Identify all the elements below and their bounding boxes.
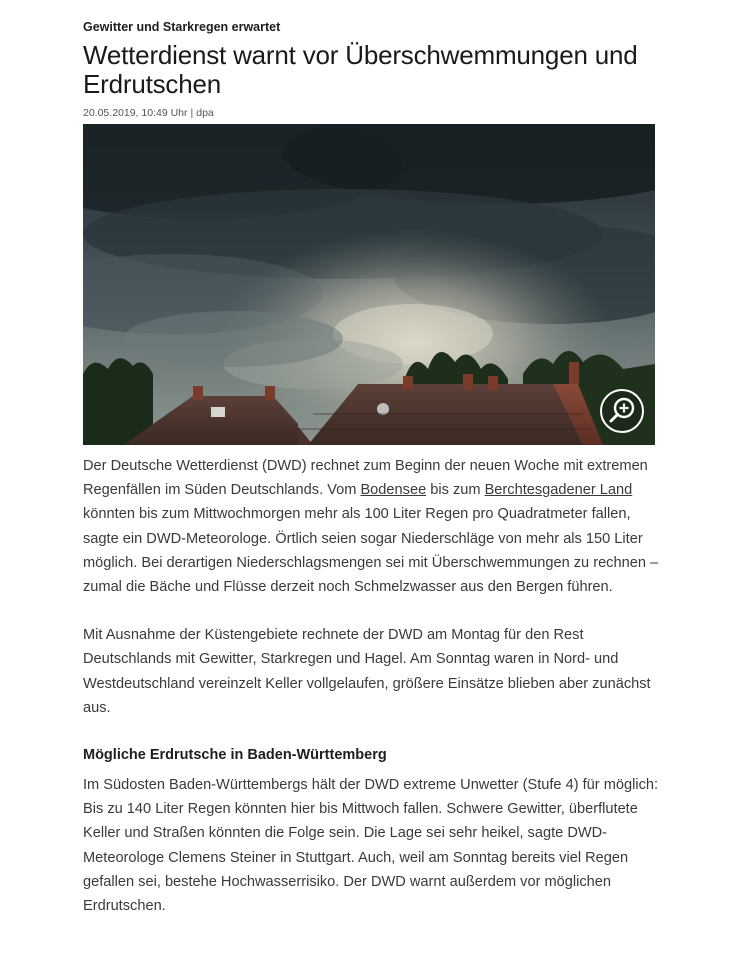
zoom-in-icon [602,391,642,431]
paragraph-2: Mit Ausnahme der Küstengebiete rechnete der DWD am Montag für den Rest Deutschlands mit Gewitter, Starkregen und Hagel. Am Sonntag waren in Nord- und Westdeutschland vereinzelt Keller vollgelaufen, größere Einsätze blieben aber zunächst aus. [83,627,651,716]
article-kicker: Gewitter und Starkregen erwartet [83,20,281,34]
paragraph-1 [83,454,663,599]
paragraph-3: Im Südosten Baden-Württembergs hält der DWD extreme Unwetter (Stufe 4) für möglich: Bis zu 140 Liter Regen könnten hier bis Mittwoch fallen. Schwere Gewitter, überflutete Keller und Straßen könnten die Folge sein. Die Lage sei sehr heikel, sagte DWD-Meteorologe Clemens Steiner in Stuttgart. Auch, weil am Sonntag bereits viel Regen gefallen sei, bestehe Hochwasserrisiko. Der DWD warnt außerdem vor möglichen Erdrutschen. [83,777,659,915]
article-source: dpa [196,107,214,119]
article-body [83,454,663,918]
article-headline: Wetterdienst warnt vor Überschwemmungen und Erdrutschen [83,40,638,99]
section-subheading: Mögliche Erdrutsche in Baden-Württemberg [83,747,387,764]
paragraph-1-text-a: Der Deutsche Wetterdienst (DWD) rechnet zum Beginn der neuen Woche mit extremen Regenfällen im Süden Deutschlands. Vom [83,458,648,499]
storm-clouds-image [83,124,655,445]
article-meta [83,107,214,119]
meta-separator: | [190,107,194,119]
hero-image[interactable] [83,124,655,445]
link-berchtesgadener-land[interactable]: Berchtesgadener Land [484,482,633,499]
paragraph-1-text-c: könnten bis zum Mittwochmorgen mehr als 100 Liter Regen pro Quadratmeter fallen, sagte ein DWD-Meteorologe. Örtlich seien sogar Niederschläge von mehr als 150 Liter möglich. Bei derartigen Niederschlagsmengen sei mit Überschwemmungen zu rechnen – zumal die Bäche und Flüsse derzeit noch Schmelzwasser aus den Bergen führen. [83,506,659,596]
zoom-button[interactable] [600,389,644,433]
link-bodensee[interactable]: Bodensee [360,482,427,499]
paragraph-1-text-b: bis zum [426,482,485,499]
publish-datetime: 20.05.2019, 10:49 Uhr [83,107,188,119]
